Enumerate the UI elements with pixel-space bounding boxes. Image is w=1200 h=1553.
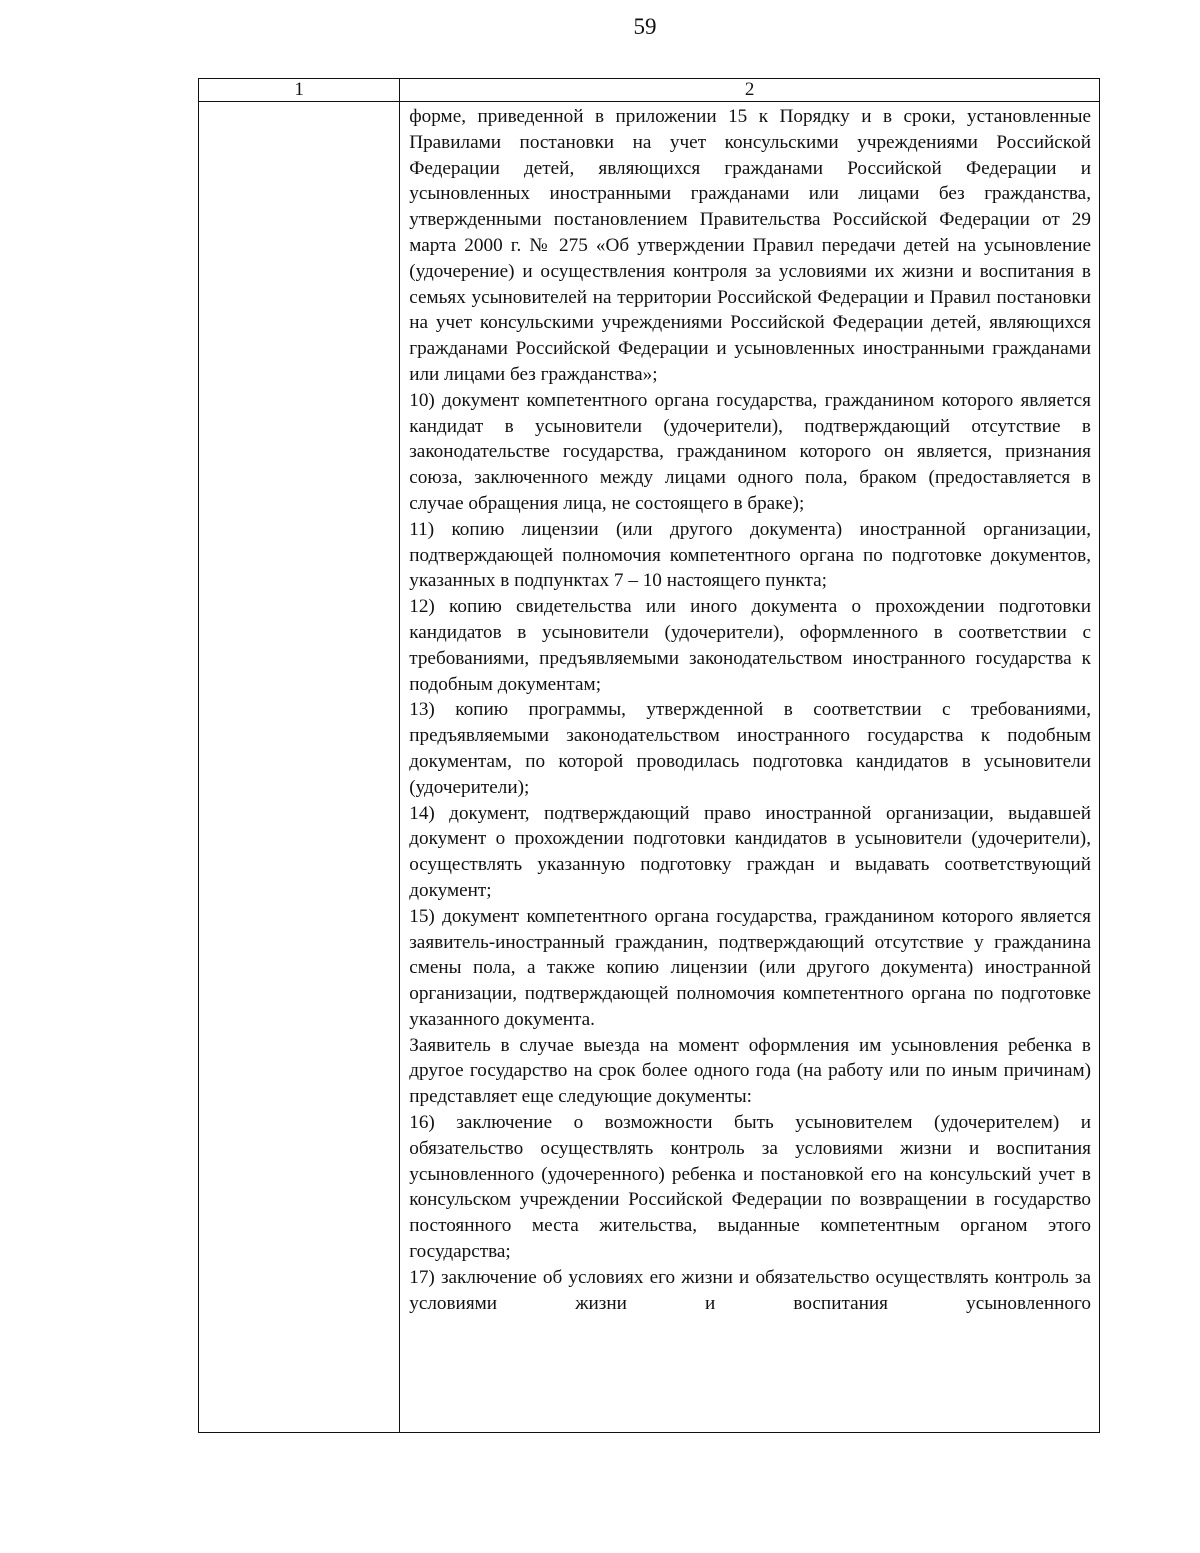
column-2-cell <box>400 102 1100 1433</box>
page-number: 59 <box>633 14 657 39</box>
paragraph-item-11: 11) копию лицензии (или другого документа) иностранной организации, подтверждающей полномочия компетентного органа по подготовке документов, указанных в подпунктах 7 – 10 настоящего пункта; <box>409 518 1091 592</box>
paragraph-item-10: 10) документ компетентного органа государства, гражданином которого является кандидат в усыновители (удочерители), подтверждающий отсутствие в законодательстве государства, гражданином которого он является, признания союза, заключенного между лицами одного пола, браком (предоставляется в случае обращения лица, не состоящего в браке); <box>409 389 1091 514</box>
paragraph-item-12: 12) копию свидетельства или иного документа о прохождении подготовки кандидатов в усыновители (удочерители), оформленного в соответствии с требованиями, предъявляемыми законодательством иностранного государства к подобным документам; <box>409 596 1091 695</box>
paragraph-item-14: 14) документ, подтверждающий право иностранной организации, выдавшей документ о прохождении подготовки кандидатов в усыновители (удочерители), осуществлять указанную подготовку граждан и выдавать соответствующий документ; <box>409 802 1091 901</box>
paragraph-item-16: 16) заключение о возможности быть усыновителем (удочерителем) и обязательство осуществлять контроль за условиями жизни и воспитания усыновленного (удочеренного) ребенка и постановкой его на консульский учет в консульском учреждении Российской Федерации по возвращении в государство постоянного места жительства, выданные компетентным органом этого государства; <box>409 1112 1091 1263</box>
paragraph-applicant-note: Заявитель в случае выезда на момент оформления им усыновления ребенка в другое государство на срок более одного года (на работу или по иным причинам) представляет еще следующие документы: <box>409 1034 1091 1108</box>
table-row <box>199 102 1100 1433</box>
column-1-header: 1 <box>199 79 400 102</box>
paragraph-item-17: 17) заключение об условиях его жизни и обязательство осуществлять контроль за условиями жизни и воспитания усыновленного <box>409 1266 1091 1314</box>
paragraph-item-13: 13) копию программы, утвержденной в соответствии с требованиями, предъявляемыми законодательством иностранного государства к подобным документам, по которой проводилась подготовка кандидатов в усыновители (удочерители); <box>409 699 1091 798</box>
column-2-header: 2 <box>400 79 1100 102</box>
column-1-cell <box>199 102 400 1433</box>
paragraph-continuation: форме, приведенной в приложении 15 к Порядку и в сроки, установленные Правилами постановки на учет консульскими учреждениями Российской Федерации детей, являющихся гражданами Российской Федерации и усыновленных иностранными гражданами или лицами без гражданства, утвержденными постановлением Правительства Российской Федерации от 29 марта 2000 г. № 275 «Об утверждении Правил передачи детей на усыновление (удочерение) и осуществления контроля за условиями их жизни и воспитания в семьях усыновителей на территории Российской Федерации и Правил постановки на учет консульскими учреждениями Российской Федерации детей, являющихся гражданами Российской Федерации и усыновленных иностранными гражданами или лицами без гражданства»; <box>409 106 1091 385</box>
document-table <box>198 78 1100 1433</box>
table-header-row <box>199 79 1100 102</box>
paragraph-item-15: 15) документ компетентного органа государства, гражданином которого является заявитель-иностранный гражданин, подтверждающий отсутствие у гражданина смены пола, а также копию лицензии (или другого документа) иностранной организации, подтверждающей полномочия компетентного органа по подготовке указанного документа. <box>409 905 1091 1030</box>
